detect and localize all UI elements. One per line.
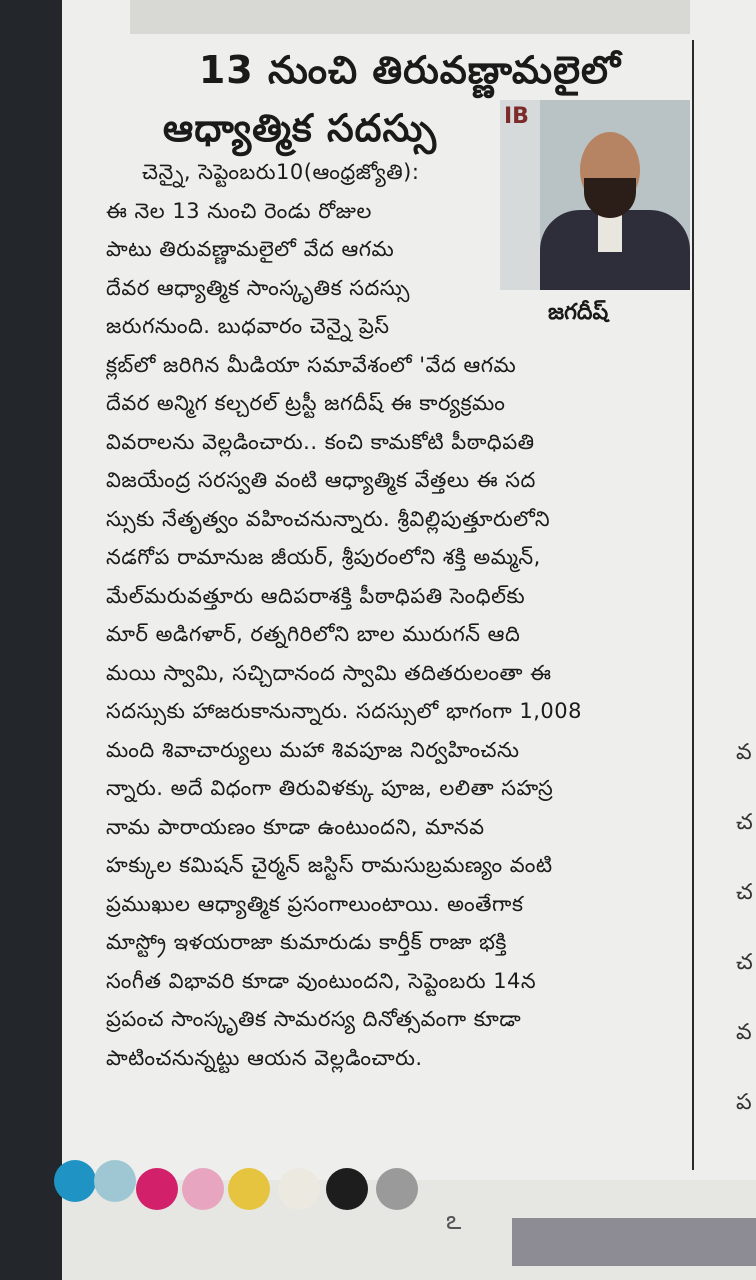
article-line: ప్రపంచ సాంస్కృతిక సామరస్య దినోత్సవంగా కూడా [106,1007,522,1031]
article-line: దేవర అన్మిగ కల్చరల్ ట్రస్టీ జగదీష్ ఈ కార్యక్రమం [106,391,506,415]
neighbor-glyph: వ [736,1020,752,1045]
article-line: మార్ అడిగళార్, రత్నగిరిలోని బాల మురుగన్ ఆది [106,622,521,646]
color-swatch [326,1168,368,1210]
neighbor-column [728,720,756,1180]
article-line: నడగోప రామానుజ జీయర్, శ్రీపురంలోని శక్తి అమ్మన్, [106,545,541,569]
article-line: చెన్నై, సెప్టెంబరు10(ఆంధ్రజ్యోతి): [142,160,420,184]
article-line: దేవర ఆధ్యాత్మిక సాంస్కృతిక సదస్సు [106,275,410,300]
color-swatch [376,1168,418,1210]
article-line: పాటించనున్నట్టు ఆయన వెల్లడించారు. [106,1045,423,1070]
headline-line-2: ఆధ్యాత్మిక సదస్సు [162,106,438,150]
photo-caption: జగదీష్ [548,300,609,325]
color-swatch [278,1168,320,1210]
portrait-collar [598,212,622,252]
article-line: మేల్‌మరువత్తూరు ఆదిపరాశక్తి పీఠాధిపతి సెంధిల్‌కు [106,583,526,608]
article-line: సదస్సుకు హాజరుకానున్నారు. సదస్సులో భాగంగా 1,008 [106,699,582,723]
article-line: నామ పారాయణం కూడా ఉంటుందని, మానవ [106,814,485,839]
article-line: జరుగనుంది. బుధవారం చెన్నై ప్రెస్ [106,314,390,338]
neighbor-glyph: చ [736,880,753,905]
article-line: స్సుకు నేతృత్వం వహించనున్నారు. శ్రీవిల్లిపుత్తూరులోని [106,506,551,531]
neighbor-glyph: వ [736,740,752,765]
article-line: మయి స్వామి, సచ్చిదానంద స్వామి తదితరులంతా ఈ [106,660,552,685]
headline-line-1: 13 నుంచి తిరువణ్ణామలైలో [198,48,622,92]
article-line: ప్రముఖుల ఆధ్యాత్మిక ప్రసంగాలుంటాయి. అంతేగాక [106,891,524,916]
article-line: ఈ నెల 13 నుంచి రెండు రోజుల [106,198,372,223]
column-rule [692,40,694,1170]
article-line: విజయేంద్ర సరస్వతి వంటి ఆధ్యాత్మిక వేత్తలు ఈ సద [106,468,536,492]
article-line: న్నారు. అదే విధంగా తిరువిళక్కు పూజ, లలితా సహస్ర [106,776,554,800]
top-strip [130,0,690,34]
article-line: పాటు తిరువణ్ణామలైలో వేద ఆగమ [106,237,395,261]
article-line: క్లబ్‌లో జరిగిన మీడియా సమావేశంలో 'వేద ఆగమ [106,352,517,377]
article-line: మాస్ట్రో ఇళయరాజా కుమారుడు కార్తీక్ రాజా భక్తి [106,930,507,954]
color-swatch [54,1160,96,1202]
color-swatch [182,1168,224,1210]
color-swatch [136,1168,178,1210]
article-line: హక్కుల కమిషన్ చైర్మన్ జస్టిస్ రామసుబ్రమణ్యం వంటి [106,853,553,877]
color-swatch [94,1160,136,1202]
grey-bar [512,1218,756,1266]
neighbor-glyph: ప [736,1090,752,1115]
corner-mark: ఽ [446,1206,462,1236]
portrait-photo [500,100,690,290]
neighbor-glyph: చ [736,950,753,975]
article-line: సంగీత విభావరి కూడా వుంటుందని, సెప్టెంబరు 14న [106,968,537,993]
neighbor-glyph: చ [736,810,753,835]
photo-badge: IB [504,104,529,129]
color-swatch [228,1168,270,1210]
article-line: మంది శివాచార్యులు మహా శివపూజ నిర్వహించను [106,737,520,762]
article-line: వివరాలను వెల్లడించారు.. కంచి కామకోటి పీఠాధిపతి [106,429,535,454]
